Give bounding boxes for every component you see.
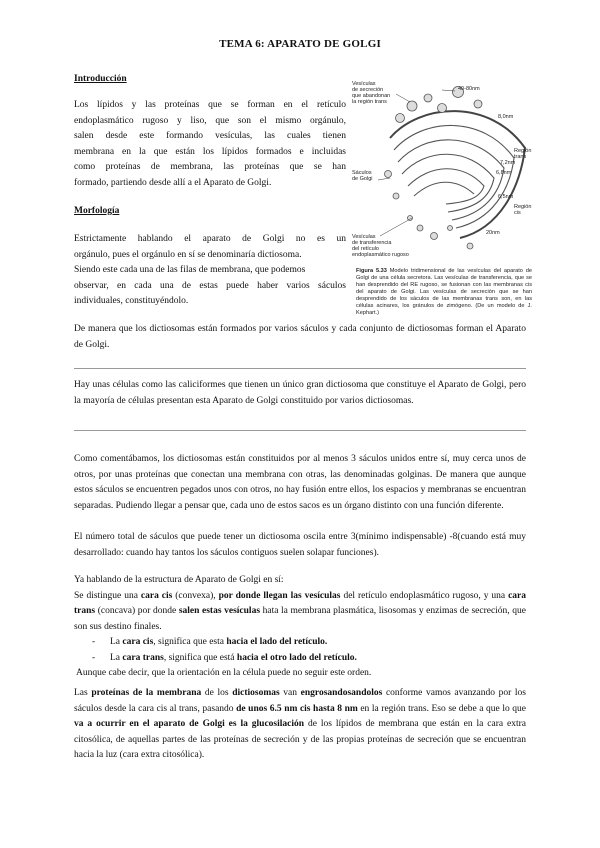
- morfologia-paragraph: [74, 232, 346, 310]
- label-size-20: 20nm: [486, 230, 500, 236]
- estructura-text: Se distingue una cara cis (convexa), por donde llegan las vesículas del retículo endoplasmático rugoso, y una cara trans (concava) por donde salen estas vesículas hata la membrana plasmática, lisosomas y enzimas de secreción, que son sus destino finales.: [74, 590, 526, 632]
- estructura-intro: Ya hablando de la estructura de Aparato de Golgi en sí:: [74, 575, 284, 585]
- intro-paragraph: [74, 98, 346, 191]
- intro-line: como proteínas de membrana, las proteínas que se han: [74, 162, 346, 172]
- paragraph-golginas: Como comentábamos, los dictiosomas están constituidos por al menos 3 sáculos unidos entre sí, muy cerca unos de otros, por unas proteínas que conectan una membrana con otras, las denominadas golginas. De manera que aunque estos sáculos se encuentren pegados unos con otros, no hay fusión entre ellos, los espacios y membranas se encuentran separadas. Pudiendo llegar a pensar que, cada uno de estos sacos es un órgano distinto con una función diferente.: [74, 454, 526, 511]
- label-region-trans: Región trans: [514, 148, 532, 160]
- cara-cis-term: cara cis: [140, 590, 173, 601]
- morfologia-line: observar, en cada una de estas puede haber varios sáculos: [74, 280, 346, 291]
- estructura-note: Aunque cabe decir, que la orientación en la célula puede no seguir este orden.: [76, 668, 372, 678]
- label-vesiculas-secrecion: Vesículas de secreción que abandonan la región trans: [352, 81, 391, 105]
- label-size-8: 8,0nm: [498, 114, 514, 120]
- label-transferencia: Vesículas de transferencia del retículo endoplasmático rugoso: [352, 234, 409, 258]
- estructura-section: [74, 573, 526, 682]
- figure-caption: [356, 268, 532, 317]
- box-text: Hay unas células como las caliciformes que tienen un único gran dictiosoma que constituye el Aparato de Golgi, pero la mayoría de células presentan esta Aparato de Golgi constituido por varios dictiosomas.: [74, 380, 526, 406]
- list-item: - La cara cis, significa que esta hacia el lado del retículo.: [92, 637, 328, 647]
- label-saculos: Sáculos de Golgi: [352, 170, 373, 182]
- golgi-figure: [350, 78, 534, 258]
- cara-trans-term: cara trans: [74, 590, 526, 616]
- intro-line: Los lípidos y las proteínas que se forman en el retículo: [74, 100, 346, 110]
- figure-caption-text: Modelo tridimensional de las vesículas del aparato de Golgi de una célula secretora. Las vesículas de transferencia, que se han desprendido del RE rugoso, se fusionan con las membranas cis del aparato de Golgi. Las vesículas de secreción que se han desprendido de los sáculos de las membranas trans son, en las células acinares, los gránulos de zimógeno. (De un modelo de J. Kephart.): [356, 268, 532, 316]
- paragraph-proteinas: Las proteínas de la membrana de los dictiosomas van engrosandosandolos conforme vamos avanzando por los sáculos desde la cara cis al trans, pasando de unos 6.5 nm cis hasta 8 nm en la región trans. Eso se debe a que lo que va a ocurrir en el aparato de Golgi es la glucosilación de los lípidos de membrana que están en la cara extra citosólica, de aquellas partes de las proteínas de secreción y de las propias proteínas de secreción que se encuentran hacia la luz (cara extra citosólica).: [74, 688, 527, 760]
- figure-caption-number: Figura 5.33: [356, 268, 387, 274]
- label-size-68: 6,8nm: [496, 170, 512, 176]
- intro-line: endoplasmático rugoso y liso, que son el mismo orgánulo,: [74, 115, 346, 126]
- morfologia-line: individuales, constituyéndolo.: [74, 296, 189, 306]
- page-title: TEMA 6: APARATO DE GOLGI: [219, 38, 381, 50]
- intro-line: formado, partiendo desde allí a el Aparato de Golgi.: [74, 177, 272, 188]
- paragraph-numero-saculos: El número total de sáculos que puede tener un dictiosoma oscila entre 3(mínimo indispensable) -8(cuando está muy desarrollado: cuando hay tantos los sáculos contiguos suelen solapar funciones).: [74, 532, 526, 558]
- morfologia-line: orgánulo, pues el orgánulo en sí se denominaría dictiosoma.: [74, 249, 302, 260]
- label-size-7: 7,2nm: [500, 160, 516, 166]
- morfologia-heading: Morfología: [74, 206, 120, 216]
- intro-heading: Introducción: [74, 74, 127, 84]
- label-region-cis: Región cis: [514, 204, 532, 216]
- label-size-65: 6,5nm: [498, 194, 514, 200]
- intro-line: membrana en la que están los lípidos formados e incluidas: [74, 146, 346, 157]
- morfologia-line: Estrictamente hablando el aparato de Golgi no es un: [74, 234, 346, 244]
- list-item: - La cara trans, significa que está hacia el otro lado del retículo.: [92, 652, 357, 663]
- intro-line: salen desde este formando vesículas, las cuales tienen: [74, 131, 346, 141]
- divider-bottom: [74, 430, 526, 431]
- divider-top: [74, 368, 526, 369]
- morfologia-after: De manera que los dictiosomas están formados por varios sáculos y cada conjunto de dictiosomas forman el Aparato de Golgi.: [74, 324, 526, 350]
- label-size-top: 40-80nm: [458, 86, 480, 92]
- morfologia-line: Siendo este cada una de las filas de membrana, que podemos: [74, 265, 306, 275]
